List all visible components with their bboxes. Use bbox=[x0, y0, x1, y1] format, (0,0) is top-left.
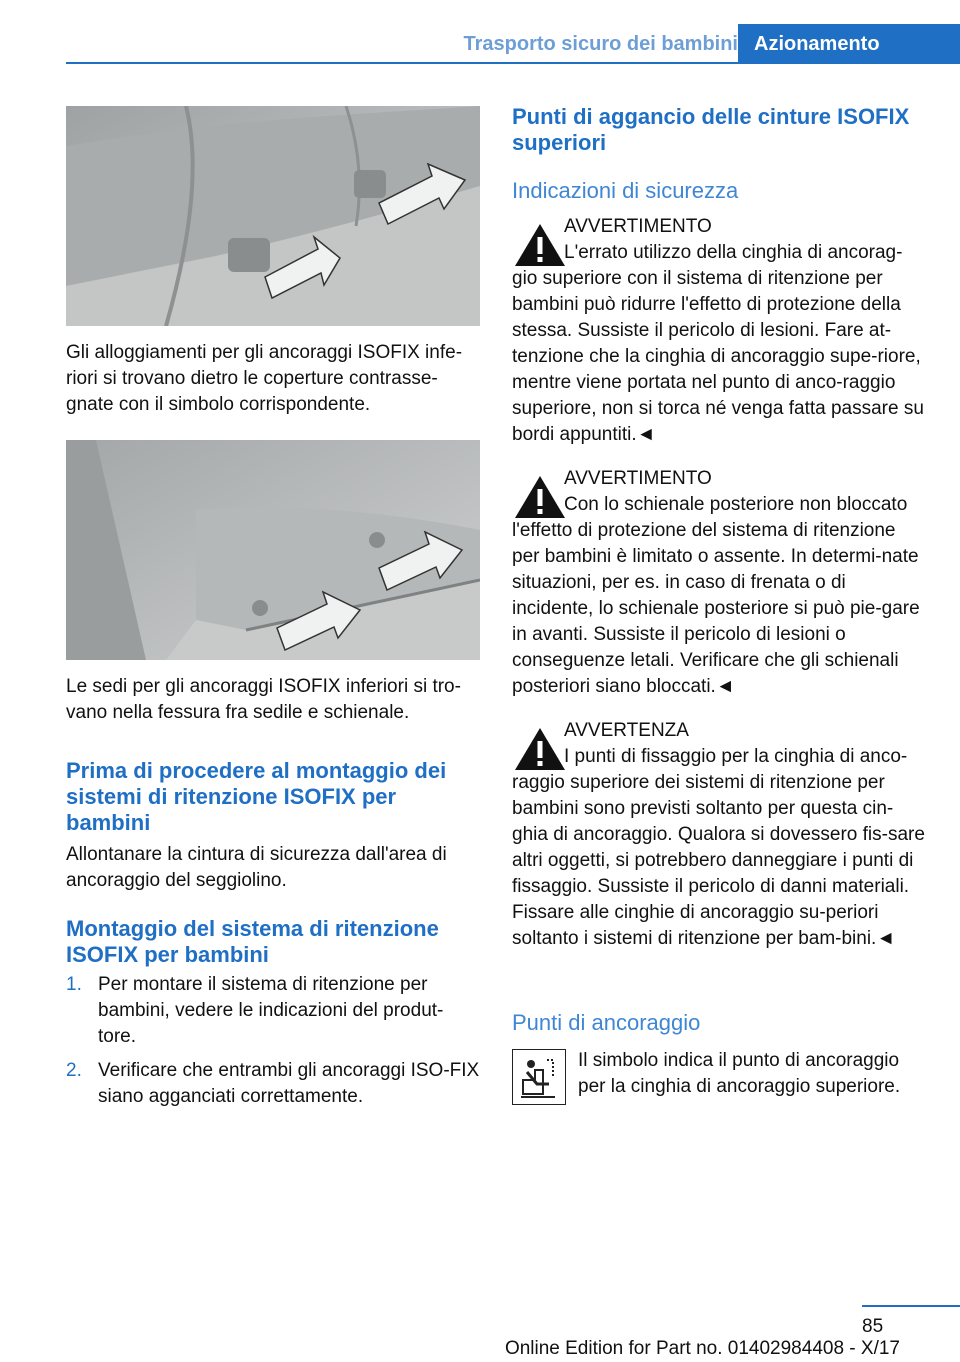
warning-block-1 bbox=[512, 214, 926, 448]
warning-text: Con lo schienale posteriore non bloccato l'effetto di protezione del sistema di ritenzione per bambini è limitato o assente. In determi-nate situazioni, per es. in caso di frenata o di incidente, lo schienale posteriore si può pie-gare in avanti. Sussiste il pericolo di lesioni o conseguenze letali. Verificare che gli schienali posteriori siano bloccati.◄ bbox=[512, 494, 920, 697]
header-section-title: Trasporto sicuro dei bambini bbox=[463, 33, 738, 55]
step-number: 2. bbox=[66, 1060, 82, 1081]
header-rule bbox=[66, 62, 960, 64]
page-number: 85 bbox=[862, 1316, 884, 1337]
warning-block-2 bbox=[512, 466, 926, 700]
heading-prima-del-montaggio: Prima di procedere al montaggio dei sistemi di ritenzione ISOFIX per bambini bbox=[66, 758, 447, 835]
caption-photo-2: Le sedi per gli ancoraggi ISOFIX inferiori si tro-vano nella fessura fra sedile e schienale. bbox=[66, 676, 461, 723]
list-item bbox=[66, 1058, 480, 1110]
photo-isofix-covers bbox=[66, 106, 480, 326]
warning-label: AVVERTIMENTO bbox=[564, 216, 712, 237]
para-simbolo: Il simbolo indica il punto di ancoraggio per la cinghia di ancoraggio superiore. bbox=[578, 1050, 901, 1097]
warning-triangle-icon bbox=[512, 724, 568, 774]
footer-rule bbox=[862, 1305, 960, 1307]
subheading-indicazioni-sicurezza: Indicazioni di sicurezza bbox=[512, 178, 739, 203]
child-seat-anchor-icon bbox=[512, 1049, 566, 1105]
warning-block-3 bbox=[512, 718, 926, 952]
header-chapter-tab: Azionamento bbox=[738, 24, 960, 64]
steps-list bbox=[66, 972, 480, 1118]
heading-montaggio: Montaggio del sistema di ritenzione ISOFIX per bambini bbox=[66, 916, 439, 967]
heading-punti-aggancio: Punti di aggancio delle cinture ISOFIX superiori bbox=[512, 104, 910, 155]
subheading-punti-ancoraggio: Punti di ancoraggio bbox=[512, 1010, 701, 1035]
warning-text: I punti di fissaggio per la cinghia di anco-raggio superiore dei sistemi di ritenzione per bambini sono previsti soltanto per questa cin-ghia di ancoraggio. Qualora si dovessero fis-sare altri oggetti, si potrebbero danneggiare i punti di fissaggio. Sussiste il pericolo di danni materiali. Fissare alle cinghie di ancoraggio su-periori soltanto i sistemi di ritenzione per bam-bini.◄ bbox=[512, 746, 925, 949]
warning-text: L'errato utilizzo della cinghia di ancorag-gio superiore con il sistema di ritenzione per bambini può ridurre l'effetto di protezione della stessa. Sussiste il pericolo di lesioni. Fare at-tenzione che la cinghia di ancoraggio supe-riore, mentre viene portata nel punto di anco-raggio superiore, non si torca né venga fatta passare su bordi appuntiti.◄ bbox=[512, 242, 924, 445]
step-text: Per montare il sistema di ritenzione per bambini, vedere le indicazioni del produt-tore. bbox=[98, 974, 444, 1047]
para-allontanare: Allontanare la cintura di sicurezza dall'area di ancoraggio del seggiolino. bbox=[66, 844, 447, 891]
warning-label: AVVERTIMENTO bbox=[564, 468, 712, 489]
caption-photo-1: Gli alloggiamenti per gli ancoraggi ISOFIX infe-riori si trovano dietro le coperture contrasse-gnate con il simbolo corrispondente. bbox=[66, 342, 463, 415]
step-text: Verificare che entrambi gli ancoraggi ISO-FIX siano agganciati correttamente. bbox=[98, 1060, 480, 1107]
step-number: 1. bbox=[66, 974, 82, 995]
list-item bbox=[66, 972, 480, 1050]
warning-triangle-icon bbox=[512, 220, 568, 270]
warning-label: AVVERTENZA bbox=[564, 720, 689, 741]
footer-edition: Online Edition for Part no. 01402984408 - X/17 bbox=[504, 1338, 900, 1359]
photo-isofix-gap bbox=[66, 440, 480, 660]
warning-triangle-icon bbox=[512, 472, 568, 522]
